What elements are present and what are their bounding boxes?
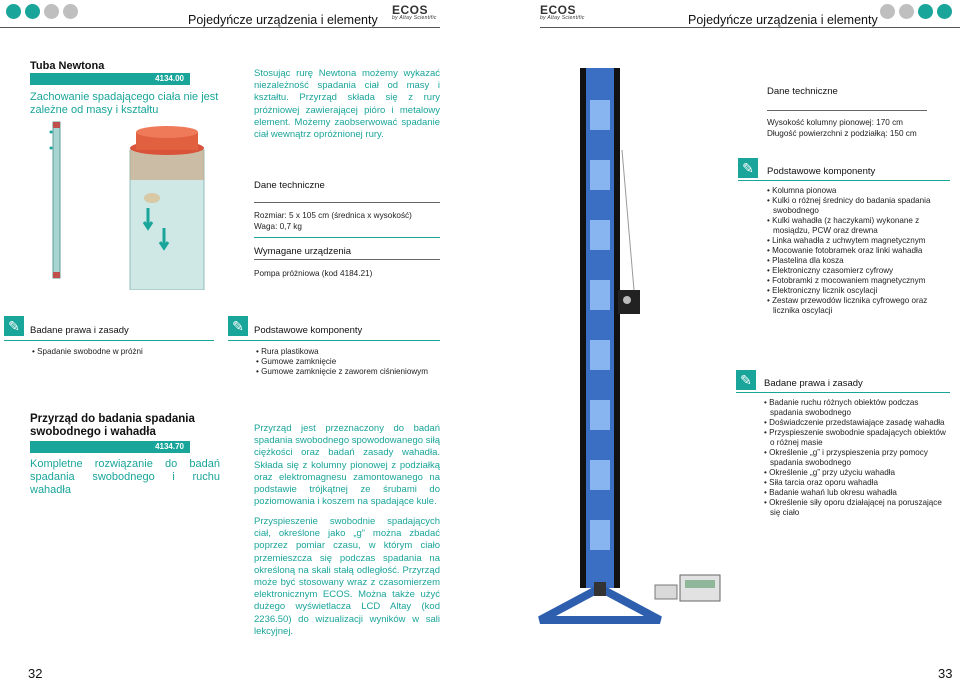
newton-tube-image: [36, 120, 86, 280]
freefall-law-3: • Przyspieszenie swobodnie spadających obiektów o różnej masie: [764, 428, 946, 447]
freefall-tech-line-1: Wysokość kolumny pionowej: 170 cm: [767, 118, 903, 127]
freefall-component-3-text: Kulki wahadła (z haczykami) wykonane z mosiądzu, PCW oraz drewna: [772, 216, 920, 235]
freefall-subtitle: Kompletne rozwiązanie do badań spadania swobodnego i ruchu wahadła: [30, 458, 220, 496]
newton-component-3: • Gumowe zamknięcie z zaworem ciśnieniowym: [256, 367, 428, 376]
newton-required-title: Wymagane urządzenia: [254, 246, 352, 257]
newton-required-1: Pompa próżniowa (kod 4184.21): [254, 269, 373, 278]
newton-component-1: • Rura plastikowa: [256, 347, 319, 356]
logo-right-sub: by Altay Scientific: [540, 15, 585, 21]
freefall-description-2: Przyspieszenie swobodnie spadających ciał, określone jako „g” można zbadać poprzez pomiar czasu, w którym ciało przemieszcza się podczas spadania na określoną na skali stałą odległość. Przyrząd może być stosowany wraz z czasomierzem elektronicznym ECOS. Można także użyć dużego wyświetlacza LCD Altay (kod 2236.50) do wizualizacji wyników w sali lekcyjnej.: [254, 516, 440, 637]
freefall-component-10: • Zestaw przewodów licznika cyfrowego oraz licznika oscylacji: [767, 296, 928, 315]
freefall-components-title: Podstawowe komponenty: [767, 166, 876, 177]
newton-title: Tuba Newtona: [30, 60, 105, 72]
freefall-law-8: • Określenie siły oporu działającej na poruszające się ciało: [764, 498, 942, 517]
wrench-icon: ✎: [736, 370, 756, 390]
newton-subtitle: Zachowanie spadającego ciała nie jest zależne od masy i kształtu: [30, 91, 219, 116]
newton-tech-line: [254, 202, 440, 203]
freefall-component-8-text: Fotobramki z mocowaniem magnetycznym: [772, 276, 926, 285]
newton-components-title: Podstawowe komponenty: [254, 325, 363, 336]
freefall-component-8: • Fotobramki z mocowaniem magnetycznym: [767, 276, 926, 285]
freefall-component-2: • Kulki o różnej średnicy do badania spadania swobodnego: [767, 196, 931, 215]
newton-tech-line-1: Rozmiar: 5 x 105 cm (średnica x wysokość): [254, 211, 412, 220]
header-title-right: Pojedyńcze urządzenia i elementy: [688, 13, 878, 27]
wrench-icon: ✎: [228, 316, 248, 336]
freefall-law-7: • Badanie wahań lub okresu wahadła: [764, 488, 897, 497]
freefall-code: 4134.70: [30, 441, 190, 453]
dot-7: [918, 4, 933, 19]
newton-tech-title: Dane techniczne: [254, 180, 325, 191]
dot-3: [44, 4, 59, 19]
freefall-law-5: • Określenie „g” przy użyciu wahadła: [764, 468, 896, 477]
freefall-law-1: • Badanie ruchu różnych obiektów podczas spadania swobodnego: [764, 398, 919, 417]
header-line-right: [540, 27, 960, 28]
newton-law-1-text: Spadanie swobodne w próżni: [37, 347, 143, 356]
header-line-left: [0, 27, 440, 28]
wrench-icon: ✎: [4, 316, 24, 336]
freefall-law-2: • Doświadczenie przedstawiające zasadę wahadła: [764, 418, 945, 427]
freefall-component-7-text: Elektroniczny czasomierz cyfrowy: [772, 266, 894, 275]
freefall-component-5-text: Mocowanie fotobramek oraz linki wahadła: [772, 246, 923, 255]
newton-components-sep: [228, 340, 440, 341]
freefall-description-1: Przyrząd jest przeznaczony do badań spadania swobodnego spowodowanego siłą ciężkości oraz badań zasady wahadła. Składa się z kolumny pionowej z podziałką oraz elektromagnesu zamontowanego na podstawie trójkątnej ze śrubami do poziomowania i koszem na spadające kule.: [254, 423, 440, 508]
newton-closeup-svg: [118, 118, 218, 290]
freefall-law-3-text: Przyspieszenie swobodnie spadających obiektów o różnej masie: [769, 428, 946, 447]
freefall-component-7: • Elektroniczny czasomierz cyfrowy: [767, 266, 894, 275]
freefall-tech-line-2: Długość powierzchni z podziałką: 150 cm: [767, 129, 917, 138]
logo-left-sub: by Altay Scientific: [392, 15, 437, 21]
freefall-laws-list: [762, 398, 952, 518]
dot-5: [880, 4, 895, 19]
dot-8: [937, 4, 952, 19]
newton-laws-sep: [4, 340, 214, 341]
freefall-component-4-text: Linka wahadła z uchwytem magnetycznym: [772, 236, 926, 245]
logo-right: [540, 4, 585, 21]
newton-component-2: • Gumowe zamknięcie: [256, 357, 337, 366]
freefall-component-9-text: Elektroniczny licznik oscylacji: [772, 286, 878, 295]
freefall-laws-title: Badane prawa i zasady: [764, 378, 863, 389]
freefall-component-10-text: Zestaw przewodów licznika cyfrowego oraz licznika oscylacji: [772, 296, 928, 315]
freefall-law-6: • Siła tarcia oraz oporu wahadła: [764, 478, 878, 487]
page-number-left: 32: [28, 666, 43, 681]
header-title-left: Pojedyńcze urządzenia i elementy: [188, 13, 378, 27]
dot-1: [6, 4, 21, 19]
newton-required-line: [254, 259, 440, 260]
dot-4: [63, 4, 78, 19]
newton-description: Stosując rurę Newtona możemy wykazać niezależność spadania ciał od masy i kształtu. Przyrząd składa się z rury próżniowej zawierającej pióro i metalowy element. Możemy zaobserwować spadanie ciał wewnątrz opróżnionej rury.: [254, 68, 440, 141]
freefall-law-7-text: Badanie wahań lub okresu wahadła: [769, 488, 897, 497]
freefall-component-9: • Elektroniczny licznik oscylacji: [767, 286, 878, 295]
newton-tech-line-2: Waga: 0,7 kg: [254, 222, 302, 231]
header-dots-right: [880, 4, 952, 19]
logo-left: [392, 4, 437, 21]
freefall-law-4: • Określenie „g” i przyspieszenia przy pomocy spadania swobodnego: [764, 448, 928, 467]
newton-code: 4134.00: [30, 73, 190, 85]
freefall-law-8-text: Określenie siły oporu działającej na poruszające się ciało: [769, 498, 942, 517]
freefall-component-1: • Kolumna pionowa: [767, 186, 837, 195]
newton-law-1: • Spadanie swobodne w próżni: [32, 347, 143, 356]
freefall-component-2-text: Kulki o różnej średnicy do badania spadania swobodnego: [772, 196, 931, 215]
freefall-law-1-text: Badanie ruchu różnych obiektów podczas spadania swobodnego: [769, 398, 919, 417]
wrench-icon: ✎: [738, 158, 758, 178]
page-number-right: 33: [938, 666, 953, 681]
logo-right-text: ECOS: [540, 3, 577, 17]
dot-2: [25, 4, 40, 19]
freefall-law-2-text: Doświadczenie przedstawiające zasadę wahadła: [769, 418, 945, 427]
newton-sep-1: [254, 237, 440, 238]
freefall-title: Przyrząd do badania spadania swobodnego i wahadła: [30, 413, 195, 438]
freefall-tech-title: Dane techniczne: [767, 86, 838, 97]
freefall-tech-line: [767, 110, 927, 111]
freefall-apparatus-image: [530, 60, 730, 630]
logo-left-text: ECOS: [392, 3, 429, 17]
freefall-law-5-text: Określenie „g” przy użyciu wahadła: [769, 468, 896, 477]
freefall-component-1-text: Kolumna pionowa: [772, 186, 837, 195]
freefall-apparatus-svg: [530, 60, 730, 630]
freefall-laws-sep: [736, 392, 950, 393]
newton-laws-list: [30, 347, 220, 357]
newton-laws-title: Badane prawa i zasady: [30, 325, 129, 336]
freefall-component-3: • Kulki wahadła (z haczykami) wykonane z mosiądzu, PCW oraz drewna: [767, 216, 920, 235]
newton-tube-svg: [36, 120, 86, 280]
header-dots-left: [6, 4, 78, 19]
dot-6: [899, 4, 914, 19]
freefall-law-6-text: Siła tarcia oraz oporu wahadła: [769, 478, 878, 487]
newton-component-3-text: Gumowe zamknięcie z zaworem ciśnieniowym: [261, 367, 428, 376]
freefall-component-6-text: Plastelina dla kosza: [772, 256, 844, 265]
freefall-components-list: [765, 186, 950, 316]
newton-component-2-text: Gumowe zamknięcie: [261, 357, 337, 366]
newton-components-list: [254, 347, 454, 377]
newton-component-1-text: Rura plastikowa: [261, 347, 319, 356]
freefall-component-6: • Plastelina dla kosza: [767, 256, 844, 265]
freefall-component-5: • Mocowanie fotobramek oraz linki wahadła: [767, 246, 923, 255]
newton-tube-closeup: [118, 118, 218, 290]
freefall-component-4: • Linka wahadła z uchwytem magnetycznym: [767, 236, 926, 245]
freefall-components-sep: [738, 180, 950, 181]
freefall-law-4-text: Określenie „g” i przyspieszenia przy pomocy spadania swobodnego: [769, 448, 928, 467]
